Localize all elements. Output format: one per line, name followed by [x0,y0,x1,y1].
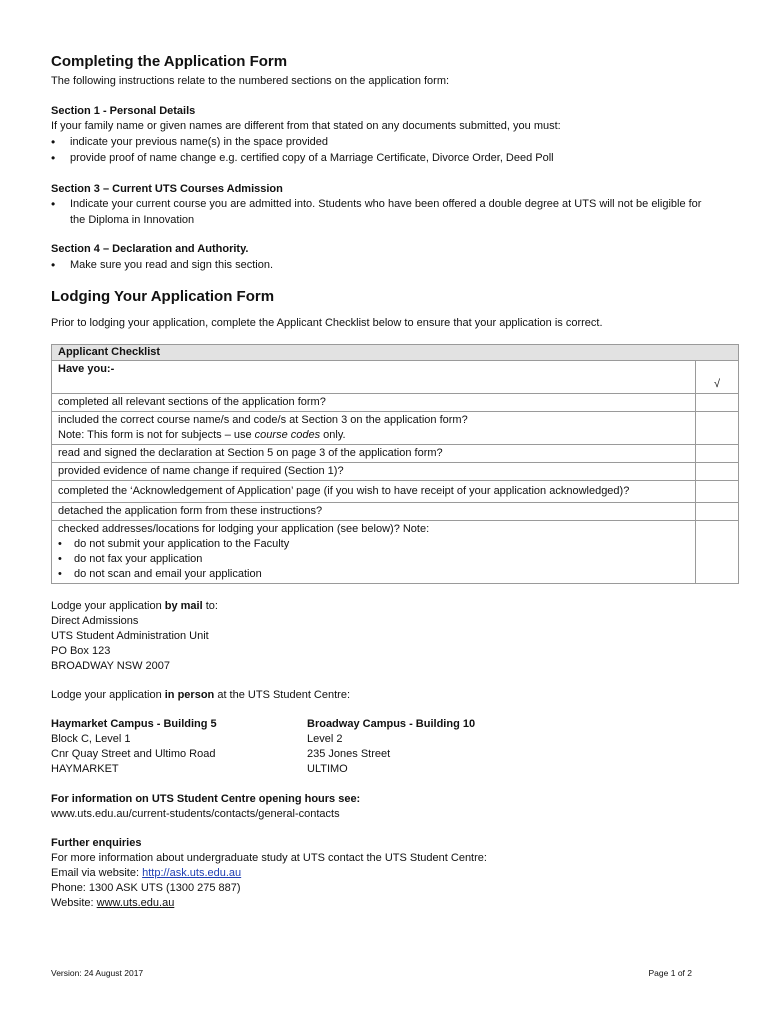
ask-uts-link[interactable]: http://ask.uts.edu.au [142,867,242,879]
list-item: • Indicate your current course you are admitted into. Students who have been offered a double degree at UTS will not be eligible for the Diploma in Innovation [51,196,716,228]
checklist-tick-cell[interactable] [696,521,739,584]
mail-address-line: BROADWAY NSW 2007 [51,660,170,672]
checklist-item-text: checked addresses/locations for lodging your application (see below)? Note: [58,523,430,535]
person-intro [51,688,350,703]
footer-page-number: Page 1 of 2 [648,968,692,978]
table-row [52,503,739,521]
checklist-item: completed the ‘Acknowledgement of Application’ page (if you wish to have receipt of your application acknowledged)? [52,481,696,503]
mail-address-line: PO Box 123 [51,645,111,657]
checklist-item: completed all relevant sections of the application form? [52,394,696,412]
table-row [52,463,739,481]
checklist-tick-cell[interactable] [696,412,739,445]
campus-haymarket [51,717,291,777]
checklist-item [52,412,696,445]
person-intro-text: Lodge your application [51,689,165,701]
section1-text: If your family name or given names are different from that stated on any documents submitted, you must: [51,120,561,132]
section3-heading: Section 3 – Current UTS Courses Admission [51,183,283,195]
campus-broadway [307,717,547,777]
hours-url: www.uts.edu.au/current-students/contacts/general-contacts [51,808,340,820]
mail-intro-text: to: [202,600,218,612]
checklist-item [52,521,696,584]
completing-intro: The following instructions relate to the numbered sections on the application form: [51,75,450,87]
checklist-have-you-row [52,361,739,394]
footer-version: Version: 24 August 2017 [51,968,144,978]
have-you-label: Have you:- [52,361,696,394]
mail-intro-text: Lodge your application [51,600,165,612]
checklist-tick-cell[interactable] [696,445,739,463]
mail-address-line: UTS Student Administration Unit [51,630,209,642]
note-text: only. [320,429,346,441]
checklist-tick-cell[interactable] [696,503,739,521]
checklist-header: Applicant Checklist [52,345,739,361]
checklist-item: detached the application form from these instructions? [52,503,696,521]
campus-name: Haymarket Campus - Building 5 [51,718,217,730]
mail-intro [51,599,218,614]
website-label: Website: [51,897,97,909]
list-item: • Make sure you read and sign this section. [51,257,731,273]
lodging-title: Lodging Your Application Form [51,288,275,305]
note-text: Note: This form is not for subjects – use [58,429,255,441]
checklist-tick-cell[interactable] [696,463,739,481]
checklist-tick-cell[interactable] [696,394,739,412]
hours-heading: For information on UTS Student Centre opening hours see: [51,793,361,805]
tick-mark: √ [696,361,739,394]
list-item: • do not fax your application [58,552,689,567]
email-line [51,866,241,881]
table-row [52,412,739,445]
website-line [51,896,174,911]
checklist-tick-cell[interactable] [696,481,739,503]
table-row [52,394,739,412]
lodging-intro: Prior to lodging your application, complete the Applicant Checklist below to ensure that your application is correct. [51,317,603,329]
section3-bullets [51,196,716,228]
phone-line: Phone: 1300 ASK UTS (1300 275 887) [51,882,241,894]
campus-line: Cnr Quay Street and Ultimo Road [51,748,216,760]
checklist-header-row [52,345,739,361]
section4-heading: Section 4 – Declaration and Authority. [51,243,249,255]
list-item: • do not scan and email your application [58,567,689,582]
completing-title: Completing the Application Form [51,53,288,70]
campus-columns [51,717,551,779]
campus-name: Broadway Campus - Building 10 [307,718,476,730]
table-row [52,445,739,463]
enquiries-heading: Further enquiries [51,837,142,849]
campus-line: HAYMARKET [51,763,119,775]
campus-line: ULTIMO [307,763,348,775]
list-item: • provide proof of name change e.g. certified copy of a Marriage Certificate, Divorce Order, Deed Poll [51,150,731,166]
checklist-item-note [58,428,689,443]
checklist-item: read and signed the declaration at Section 5 on page 3 of the application form? [52,445,696,463]
list-item: • indicate your previous name(s) in the space provided [51,134,731,150]
campus-line: Block C, Level 1 [51,733,131,745]
list-item: • do not submit your application to the Faculty [58,537,689,552]
campus-line: 235 Jones Street [307,748,391,760]
campus-line: Level 2 [307,733,343,745]
lodging-notes [58,537,689,582]
section4-bullets [51,257,731,273]
enquiries-text: For more information about undergraduate study at UTS contact the UTS Student Centre: [51,852,487,864]
checklist-item: provided evidence of name change if required (Section 1)? [52,463,696,481]
section1-heading: Section 1 - Personal Details [51,105,196,117]
section1-bullets [51,134,731,166]
uts-website-link[interactable]: www.uts.edu.au [96,897,175,909]
mail-address-line: Direct Admissions [51,615,139,627]
person-intro-bold: in person [164,689,215,701]
note-emphasis: course codes [254,429,321,441]
person-intro-text: at the UTS Student Centre: [214,689,351,701]
mail-intro-bold: by mail [164,600,203,612]
checklist-item-text: included the correct course name/s and code/s at Section 3 on the application form? [58,414,468,426]
email-label: Email via website: [51,867,143,879]
table-row [52,521,739,584]
applicant-checklist-table [51,344,739,584]
table-row [52,481,739,503]
